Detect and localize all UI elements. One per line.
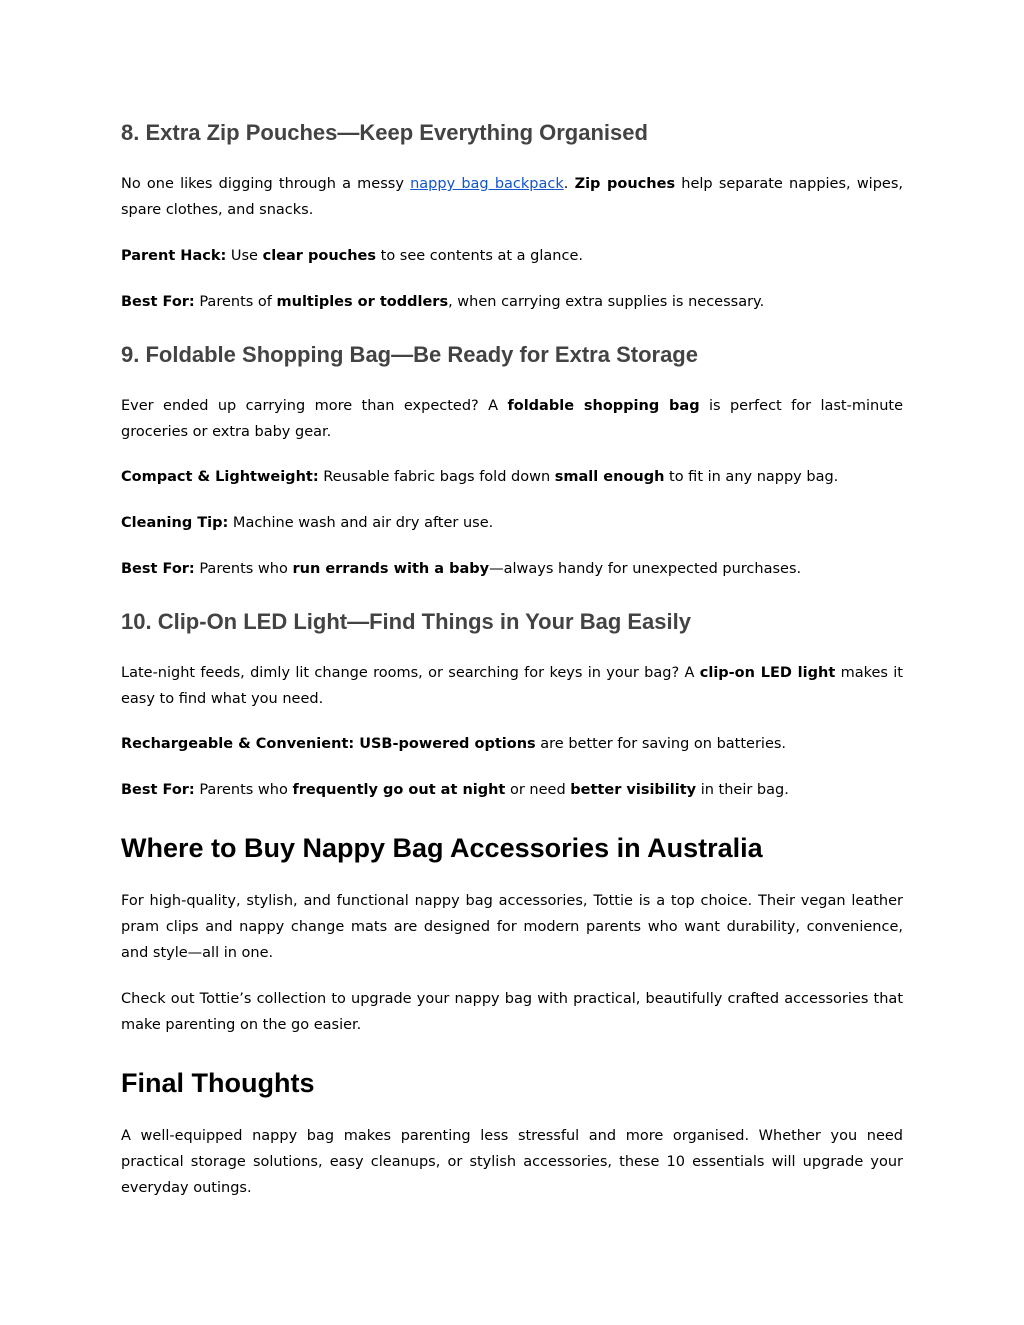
- text-run: Reusable fabric bags fold down: [318, 469, 555, 485]
- text-run: in their bag.: [696, 782, 789, 798]
- bold-text: small enough: [554, 469, 665, 485]
- text-run: is perfect for last-minute groceries or extra baby gear.: [121, 398, 903, 440]
- bold-label: Best For:: [121, 561, 195, 577]
- bold-text: run errands with a baby: [292, 561, 490, 577]
- text-run: —always handy for unexpected purchases.: [489, 561, 802, 577]
- bold-text: frequently go out at night: [292, 782, 506, 798]
- where-to-buy-heading: Where to Buy Nappy Bag Accessories in Australia: [121, 833, 763, 863]
- section-9-cleaning-tip: [121, 510, 903, 536]
- text-run: , when carrying extra supplies is necessary.: [448, 294, 765, 310]
- section-10-heading: 10. Clip-On LED Light—Find Things in Your Bag Easily: [121, 609, 691, 634]
- where-to-buy-paragraph-2: Check out Tottie’s collection to upgrade your nappy bag with practical, beautifully crafted accessories that make parenting on the go easier.: [121, 991, 903, 1033]
- text-run: Use: [226, 248, 263, 264]
- text-run: or need: [505, 782, 571, 798]
- nappy-bag-backpack-link[interactable]: nappy bag backpack: [410, 176, 564, 192]
- text-run: Late-night feeds, dimly lit change rooms, or searching for keys in your bag? A: [121, 665, 700, 681]
- section-8-heading: 8. Extra Zip Pouches—Keep Everything Organised: [121, 120, 648, 145]
- bold-label: Best For:: [121, 294, 195, 310]
- bold-label: Cleaning Tip:: [121, 515, 229, 531]
- section-10-intro: [121, 660, 903, 712]
- text-run: Parents who: [194, 782, 293, 798]
- bold-text: multiples or toddlers: [276, 294, 449, 310]
- section-9-best-for: [121, 556, 903, 582]
- bold-text: better visibility: [570, 782, 697, 798]
- text-run: to fit in any nappy bag.: [664, 469, 839, 485]
- bold-label: Compact & Lightweight:: [121, 469, 319, 485]
- text-run: to see contents at a glance.: [376, 248, 583, 264]
- section-10-best-for: [121, 777, 903, 803]
- section-9-heading: 9. Foldable Shopping Bag—Be Ready for Extra Storage: [121, 342, 698, 367]
- bold-label: Best For:: [121, 782, 195, 798]
- text-run: help separate nappies, wipes, spare clothes, and snacks.: [121, 176, 903, 218]
- text-run: Parents who: [194, 561, 293, 577]
- section-8-best-for: [121, 289, 903, 315]
- section-9-intro: [121, 393, 903, 445]
- bold-text: clip-on LED light: [699, 665, 836, 681]
- section-9-compact: [121, 464, 903, 490]
- section-8-intro: [121, 171, 903, 223]
- bold-text: Zip pouches: [574, 176, 676, 192]
- bold-label: Rechargeable & Convenient: USB-powered options: [121, 736, 536, 752]
- bold-text: foldable shopping bag: [507, 398, 700, 414]
- bold-text: clear pouches: [262, 248, 377, 264]
- text-run: No one likes digging through a messy: [121, 176, 411, 192]
- text-run: Parents of: [194, 294, 277, 310]
- text-run: Machine wash and air dry after use.: [228, 515, 494, 531]
- text-run: .: [563, 176, 575, 192]
- final-thoughts-paragraph: A well-equipped nappy bag makes parenting less stressful and more organised. Whether you need practical storage solutions, easy cleanups, or stylish accessories, these 10 essentials will upgrade your everyday outings.: [121, 1128, 903, 1196]
- bold-label: Parent Hack:: [121, 248, 227, 264]
- where-to-buy-paragraph-1: For high-quality, stylish, and functional nappy bag accessories, Tottie is a top choice. Their vegan leather pram clips and nappy change mats are designed for modern parents who want durability, convenience, and style—all in one.: [121, 893, 903, 961]
- section-10-rechargeable: [121, 731, 903, 757]
- final-thoughts-heading: Final Thoughts: [121, 1068, 315, 1098]
- text-run: Ever ended up carrying more than expected? A: [121, 398, 508, 414]
- text-run: makes it easy to find what you need.: [121, 665, 903, 707]
- text-run: are better for saving on batteries.: [535, 736, 787, 752]
- section-8-parent-hack: [121, 243, 903, 269]
